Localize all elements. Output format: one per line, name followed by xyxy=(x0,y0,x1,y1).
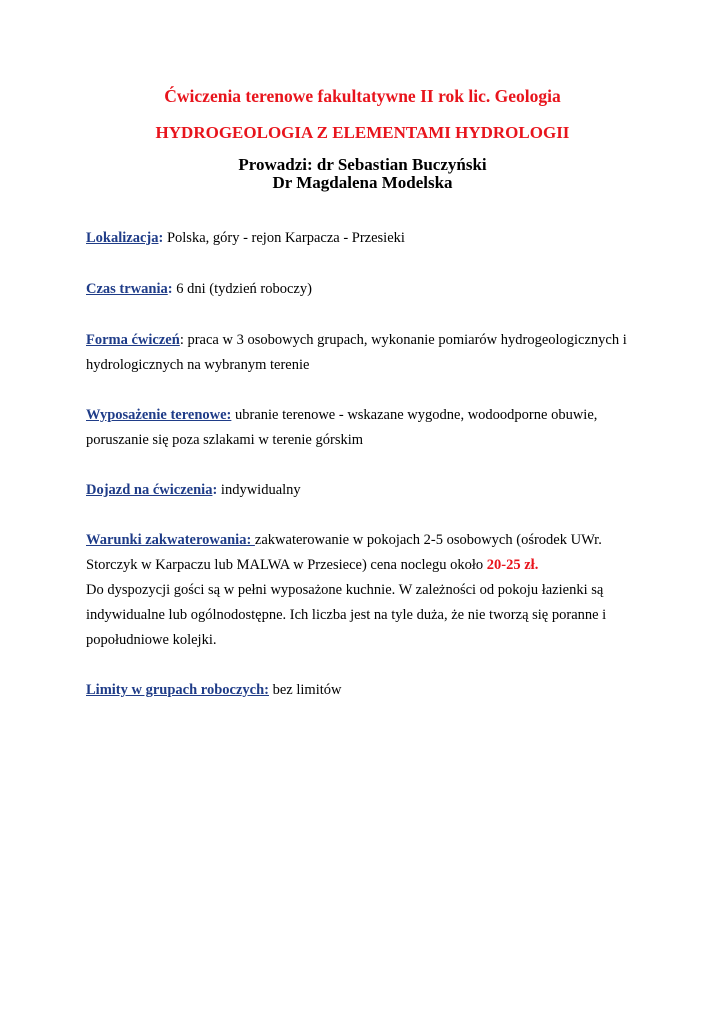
section-text-line: Do dyspozycji gości są w pełni wyposażone kuchnie. W zależności od pokoju łazienki są xyxy=(86,582,604,598)
section-dojazd: Dojazd na ćwiczenia: indywidualny xyxy=(86,482,301,498)
page-subtitle: HYDROGEOLOGIA Z ELEMENTAMI HYDROLOGII xyxy=(155,123,570,142)
section-label: Wyposażenie terenowe: xyxy=(86,407,232,423)
section-text-line: ubranie terenowe - wskazane wygodne, wodoodporne obuwie, xyxy=(231,407,598,423)
section-text-line: Storczyk w Karpaczu lub MALWA w Przesiece) cena noclegu około xyxy=(86,557,487,573)
section-label: Czas trwania xyxy=(86,281,168,297)
section-text: Polska, góry - rejon Karpacza - Przesieki xyxy=(163,230,405,246)
section-text-line: poruszanie się poza szlakami w terenie górskim xyxy=(86,432,364,448)
section-label: Dojazd na ćwiczenia xyxy=(86,482,213,498)
section-forma-cwiczen xyxy=(86,328,646,378)
page-title: Ćwiczenia terenowe fakultatywne II rok lic. Geologia xyxy=(164,86,561,106)
section-text-line: zakwaterowanie w pokojach 2-5 osobowych (ośrodek UWr. xyxy=(254,532,602,548)
section-text-line: hydrologicznych na wybranym terenie xyxy=(86,357,310,373)
instructor-line-1: Prowadzi: dr Sebastian Buczyński xyxy=(238,155,487,174)
section-text: 6 dni (tydzień roboczy) xyxy=(172,281,312,297)
instructor-line-2: Dr Magdalena Modelska xyxy=(272,173,453,192)
section-czas-trwania: Czas trwania: 6 dni (tydzień roboczy) xyxy=(86,281,312,297)
section-wyposazenie xyxy=(86,403,646,453)
section-warunki: Warunki zakwaterowania: zakwaterowanie w pokojach 2-5 osobowych (ośrodek UWr. Storczyk w Karpaczu lub MALWA w Przesiece) cena noclegu około 20-25 zł. Do dyspozycji gości są w pełni wyposażone kuchnie. W zależności od pokoju łazienki są indywidualne lub ogólnodostępne. Ich liczba jest na tyle duża, że nie tworzą się poranne i popołudniowe kolejki. xyxy=(86,528,646,653)
instructors xyxy=(0,156,725,192)
section-label: Lokalizacja xyxy=(86,230,159,246)
section-label: Limity w grupach roboczych: xyxy=(86,682,269,698)
section-text: indywidualny xyxy=(217,482,301,498)
section-text: bez limitów xyxy=(269,682,342,698)
section-label: Warunki zakwaterowania: xyxy=(86,532,255,548)
section-label: Forma ćwiczeń xyxy=(86,332,180,348)
section-text-line: indywidualne lub ogólnodostępne. Ich liczba jest na tyle duża, że nie tworzą się poranne i xyxy=(86,607,607,623)
price-value: 20-25 zł xyxy=(486,557,535,573)
section-text-line: : praca w 3 osobowych grupach, wykonanie pomiarów hydrogeologicznych i xyxy=(179,332,627,348)
section-text-line: popołudniowe kolejki. xyxy=(86,632,217,648)
section-limity xyxy=(86,678,646,703)
section-lokalizacja: Lokalizacja: Polska, góry - rejon Karpacza - Przesieki xyxy=(86,230,405,246)
